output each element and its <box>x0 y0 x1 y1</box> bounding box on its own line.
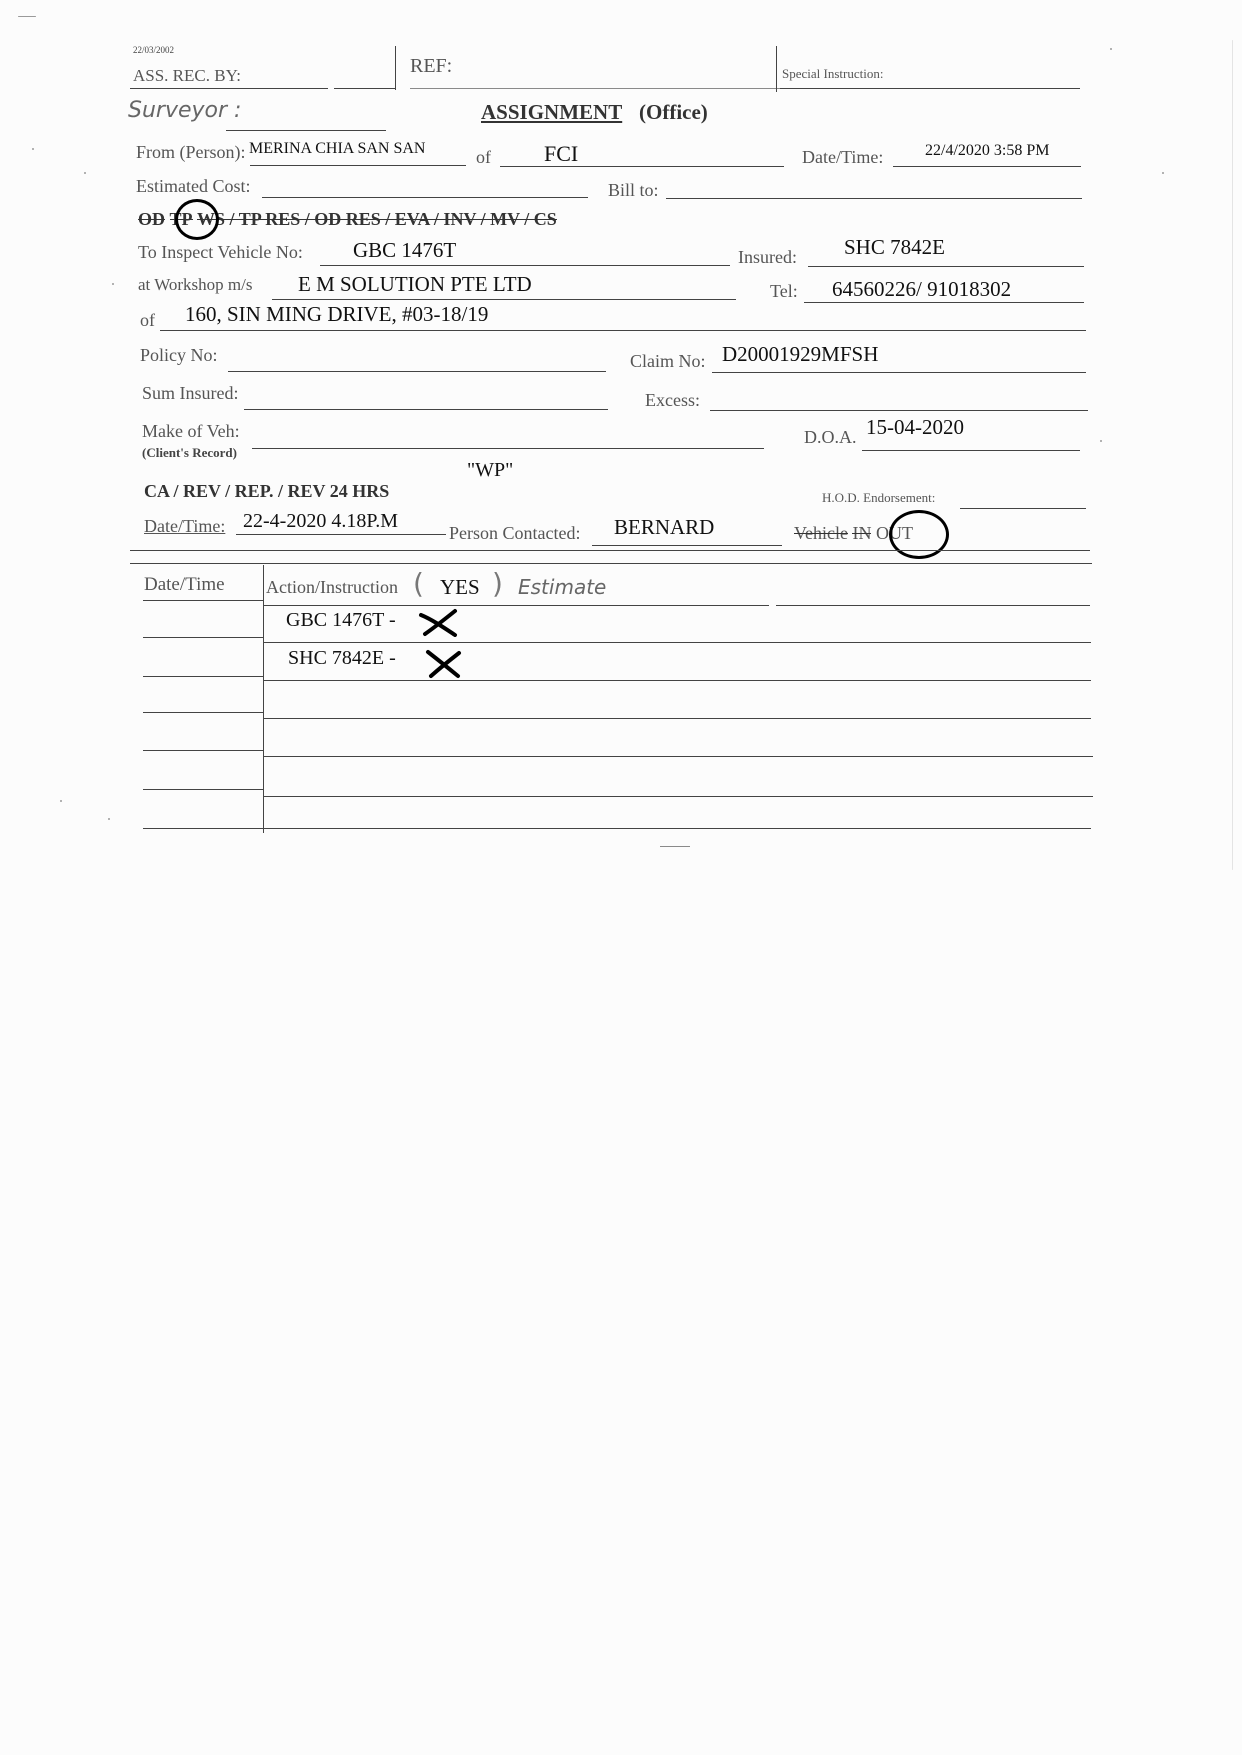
table-row-line <box>143 600 263 601</box>
tel-value: 64560226/ 91018302 <box>832 277 1012 301</box>
table-row-line <box>263 642 1091 643</box>
table-row-line <box>263 605 769 606</box>
table-row-line <box>143 789 263 790</box>
wp-note: "WP" <box>467 459 514 481</box>
doa-label: D.O.A. <box>804 427 857 447</box>
workshop-line <box>272 299 736 300</box>
from-of-label: of <box>476 147 491 167</box>
stamp-date: 22/03/2002 <box>133 45 175 55</box>
claim-no-value: D20001929MFSH <box>722 342 879 366</box>
ass-rec-by-line-2 <box>334 88 396 89</box>
table-row-line <box>776 605 1090 606</box>
claim-type-others: WS / TP RES / OD RES / EVA / INV / MV / CS <box>197 209 557 229</box>
ref-label: REF: <box>410 55 453 77</box>
inspect-vehicle-label: To Inspect Vehicle No: <box>138 242 303 262</box>
address-value: 160, SIN MING DRIVE, #03-18/19 <box>185 302 489 326</box>
insured-line <box>808 266 1084 267</box>
table-row-2-text: SHC 7842E - <box>288 647 396 669</box>
paren-right: ) <box>492 567 503 600</box>
form-title: ASSIGNMENT <box>481 100 623 124</box>
table-row-line <box>143 676 263 677</box>
circle-mark-icon <box>175 199 219 240</box>
claim-no-label: Claim No: <box>630 351 706 371</box>
hod-endorsement-label: H.O.D. Endorsement: <box>822 490 936 505</box>
scan-noise <box>1162 172 1164 174</box>
surveyor-line <box>226 130 386 131</box>
col-action-header: Action/Instruction <box>266 577 398 597</box>
sum-insured-label: Sum Insured: <box>142 383 239 403</box>
scan-edge <box>1232 40 1233 870</box>
insured-label: Insured: <box>738 247 797 267</box>
inspect-vehicle-line <box>320 265 730 266</box>
from-datetime-label: Date/Time: <box>802 147 884 167</box>
scan-noise <box>60 800 62 802</box>
hod-endorsement-line <box>960 508 1086 509</box>
policy-no-line <box>228 371 606 372</box>
bill-to-label: Bill to: <box>608 180 659 200</box>
person-contacted-value: BERNARD <box>614 515 715 539</box>
make-of-vehicle-label: Make of Veh: <box>142 421 240 441</box>
table-row-line <box>263 796 1093 797</box>
inspect-vehicle-value: GBC 1476T <box>353 238 457 262</box>
doa-value: 15-04-2020 <box>866 415 964 439</box>
contact-datetime-value: 22-4-2020 4.18P.M <box>243 510 399 532</box>
table-bottom-line <box>143 828 1091 829</box>
tel-line <box>804 302 1084 303</box>
table-row-line <box>143 637 263 638</box>
col-datetime-header: Date/Time <box>144 574 225 595</box>
estimated-cost-label: Estimated Cost: <box>136 176 251 196</box>
contact-datetime-label: Date/Time: <box>144 516 226 536</box>
estimated-cost-line <box>262 197 588 198</box>
rev-options: CA / REV / REP. / REV 24 HRS <box>144 481 390 501</box>
insured-value: SHC 7842E <box>844 235 945 259</box>
form-title-suffix: (Office) <box>639 100 708 124</box>
scan-noise <box>84 172 86 174</box>
doa-line <box>862 450 1080 451</box>
from-company-line <box>500 166 784 167</box>
person-contacted-line <box>592 545 782 546</box>
table-row-line <box>143 712 263 713</box>
claim-type-od: OD <box>138 209 165 229</box>
table-row-1-text: GBC 1476T - <box>286 609 396 631</box>
from-datetime-line <box>893 166 1081 167</box>
scan-noise <box>1100 440 1102 442</box>
make-of-vehicle-line <box>252 448 764 449</box>
from-person-value: MERINA CHIA SAN SAN <box>249 140 426 157</box>
from-person-line <box>250 165 466 166</box>
scan-noise <box>660 846 690 847</box>
bill-to-line <box>666 198 1082 199</box>
vehicle-in: IN <box>852 523 872 543</box>
header-divider-2 <box>776 46 777 92</box>
paren-left: ( <box>413 567 424 600</box>
table-row-line <box>143 750 263 751</box>
claim-type-tp: TP <box>169 209 193 229</box>
address-line <box>160 330 1086 331</box>
policy-no-label: Policy No: <box>140 345 218 365</box>
scan-noise <box>108 818 110 820</box>
vehicle-label: Vehicle <box>794 523 848 543</box>
special-instruction-line <box>780 88 1080 89</box>
scan-noise <box>112 283 114 285</box>
client-record-label: (Client's Record) <box>142 445 237 460</box>
contact-datetime-line <box>236 534 446 535</box>
x-mark-icon <box>424 647 464 679</box>
claim-no-line <box>712 372 1086 373</box>
section-divider <box>130 550 1090 551</box>
yes-note: YES <box>440 575 480 599</box>
circle-mark-icon <box>889 510 949 559</box>
ass-rec-by-line <box>130 88 328 89</box>
table-row-line <box>263 756 1093 757</box>
excess-label: Excess: <box>645 390 700 410</box>
surveyor-handwritten: Surveyor : <box>128 98 242 123</box>
header-divider <box>395 46 396 90</box>
workshop-value: E M SOLUTION PTE LTD <box>298 272 532 296</box>
scan-noise <box>32 148 34 150</box>
tel-label: Tel: <box>770 281 798 301</box>
scan-noise <box>18 16 36 17</box>
estimate-note: Estimate <box>518 575 607 599</box>
vehicle-out: OUT <box>875 523 913 543</box>
address-of-label: of <box>140 310 155 330</box>
table-row-line <box>263 718 1091 719</box>
scan-noise <box>1110 48 1112 50</box>
from-company-value: FCI <box>544 141 579 166</box>
from-datetime-value: 22/4/2020 3:58 PM <box>925 142 1050 159</box>
table-top-line <box>130 563 1092 564</box>
excess-line <box>710 410 1088 411</box>
ass-rec-by-label: ASS. REC. BY: <box>133 66 242 85</box>
person-contacted-label: Person Contacted: <box>449 523 581 543</box>
from-person-label: From (Person): <box>136 142 246 162</box>
ref-line <box>410 88 780 89</box>
special-instruction-label: Special Instruction: <box>782 66 884 81</box>
sum-insured-line <box>244 409 608 410</box>
x-mark-icon <box>417 607 461 637</box>
table-row-line <box>263 680 1091 681</box>
workshop-label: at Workshop m/s <box>138 275 253 294</box>
